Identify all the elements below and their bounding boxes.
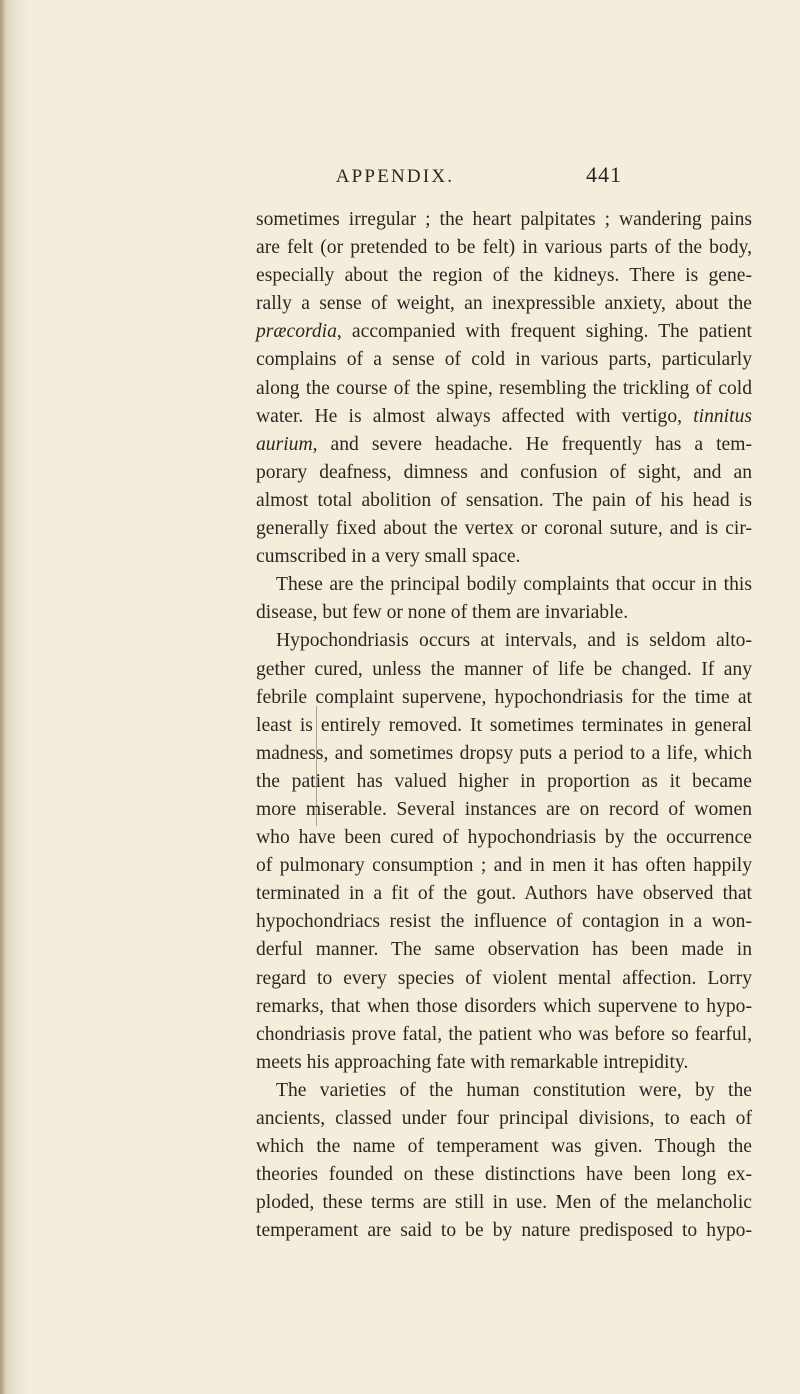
text-line [256,1133,752,1161]
text-segment: derful manner. The same observation has been made in [256,939,752,961]
text-segment: porary deafness, dimness and confusion of sight, and an [256,461,752,483]
text-line [256,543,752,571]
text-line [256,936,752,964]
text-line [256,487,752,515]
text-segment: temperament are said to be by nature predisposed to hypo- [256,1220,752,1242]
text-line [256,571,752,599]
running-head: APPENDIX. [335,166,455,187]
text-line [256,262,752,290]
text-segment: chondriasis prove fatal, the patient who was before so fearful, [256,1023,752,1045]
text-line [256,712,752,740]
page-number: 441 [586,162,622,187]
text-segment: water. He is almost always affected with vertigo, [256,405,694,427]
text-line [256,656,752,684]
text-segment: generally fixed about the vertex or coronal suture, and is cir- [256,518,752,540]
text-line [256,824,752,852]
text-segment: especially about the region of the kidneys. There is gene- [256,265,752,287]
text-segment: more miserable. Several instances are on record of women [256,798,752,820]
text-segment: febrile complaint supervene, hypochondriasis for the time at [256,686,752,708]
text-segment: rally a sense of weight, an inexpressible anxiety, about the [256,293,752,315]
text-line [256,796,752,824]
text-segment: least is entirely removed. It sometimes terminates in general [256,714,752,736]
text-line [256,768,752,796]
text-segment: sometimes irregular ; the heart palpitates ; wandering pains [256,209,752,230]
text-line [256,1049,752,1077]
italic-term: præcordia [256,321,337,343]
text-line [256,627,752,655]
text-segment: the patient has valued higher in proportion as it became [256,770,752,792]
text-line [256,290,752,318]
text-line [256,1021,752,1049]
text-segment: almost total abolition of sensation. The pain of his head is [256,489,752,511]
text-segment: , and severe headache. He frequently has a tem- [312,433,752,455]
text-line [256,852,752,880]
text-segment: cumscribed in a very small space. [256,546,521,568]
text-line [256,375,752,403]
text-line [256,431,752,459]
text-segment: ploded, these terms are still in use. Men of the melancholic [256,1192,752,1214]
text-segment: disease, but few or none of them are invariable. [256,602,629,624]
text-segment: madness, and sometimes dropsy puts a period to a life, which [256,742,752,764]
text-line [256,346,752,374]
text-line [256,459,752,487]
text-segment: meets his approaching fate with remarkable intrepidity. [256,1051,689,1073]
text-segment: along the course of the spine, resembling the trickling of cold [256,377,752,399]
text-line [256,599,752,627]
text-segment: remarks, that when those disorders which supervene to hypo- [256,995,752,1017]
italic-term: tinnitus [693,405,752,427]
text-segment: These are the principal bodily complaints that occur in this [276,574,752,596]
text-line [256,1161,752,1189]
text-segment: The varieties of the human constitution were, by the [276,1079,752,1101]
text-line [256,1077,752,1105]
body-text [256,206,752,1245]
text-segment: hypochondriacs resist the influence of contagion in a won- [256,911,752,933]
text-segment: are felt (or pretended to be felt) in various parts of the body, [256,237,752,259]
text-line [256,684,752,712]
text-line [256,206,752,234]
italic-term: aurium [256,433,313,455]
text-segment: regard to every species of violent mental affection. Lorry [256,967,752,989]
text-line [256,965,752,993]
text-line [256,234,752,262]
text-line [256,515,752,543]
text-segment: , accompanied with frequent sighing. The patient [336,321,752,343]
text-segment: which the name of temperament was given. Though the [256,1136,752,1158]
text-segment: terminated in a fit of the gout. Authors have observed that [256,883,752,905]
text-line [256,1189,752,1217]
page-header [0,162,800,196]
text-segment: gether cured, unless the manner of life be changed. If any [256,658,752,680]
text-line [256,1105,752,1133]
text-line [256,403,752,431]
text-line [256,993,752,1021]
text-segment: of pulmonary consumption ; and in men it has often happily [256,855,752,877]
gutter-shadow [0,0,6,1394]
text-segment: who have been cured of hypochondriasis by the occurrence [256,827,752,849]
text-segment: theories founded on these distinctions have been long ex- [256,1164,752,1186]
text-line [256,740,752,768]
text-segment: ancients, classed under four principal divisions, to each of [256,1108,752,1129]
text-line [256,318,752,346]
text-line [256,880,752,908]
text-line [256,1217,752,1245]
text-segment: Hypochondriasis occurs at intervals, and is seldom alto- [276,630,752,652]
text-segment: complains of a sense of cold in various parts, particularly [256,349,752,371]
text-line [256,908,752,936]
